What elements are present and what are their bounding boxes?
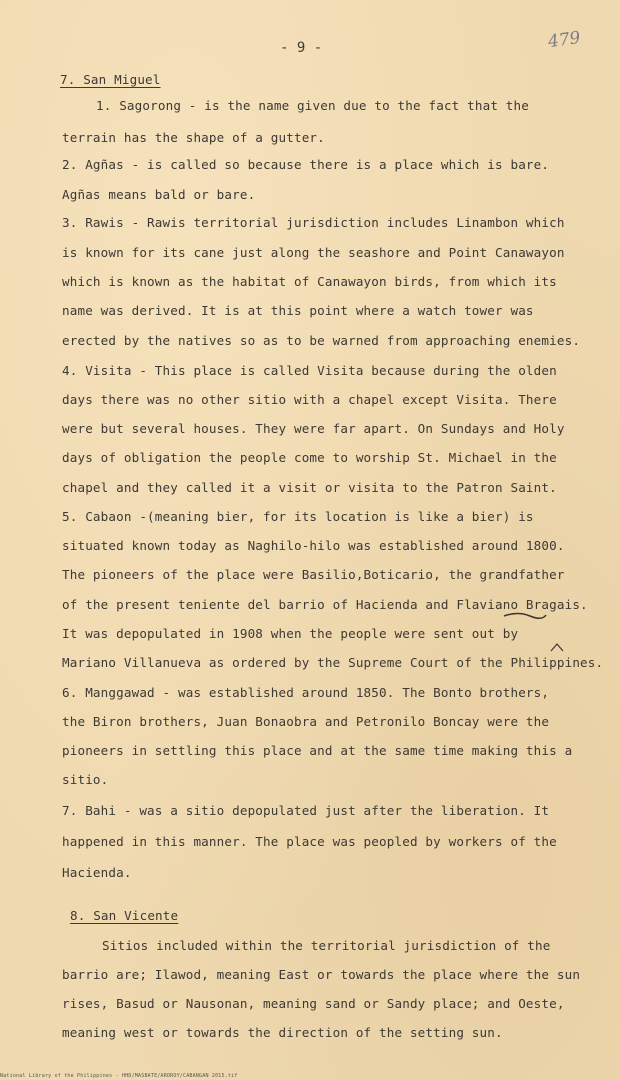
text-line: were but several houses. They were far apart. On Sundays and Holy	[62, 421, 565, 436]
text-line: It was depopulated in 1908 when the people were sent out by	[62, 626, 519, 641]
text-line: Hacienda.	[62, 865, 132, 880]
text-line: happened in this manner. The place was peopled by workers of the	[62, 834, 557, 849]
text-line: 4. Visita - This place is called Visita because during the olden	[62, 363, 557, 378]
text-line: days of obligation the people come to worship St. Michael in the	[62, 450, 557, 465]
text-line: which is known as the habitat of Canawayon birds, from which its	[62, 274, 557, 289]
text-line: chapel and they called it a visit or visita to the Patron Saint.	[62, 480, 557, 495]
handwritten-page-number: 479	[546, 27, 582, 53]
text-line: barrio are; Ilawod, meaning East or towards the place where the sun	[62, 967, 581, 982]
text-line: Mariano Villanueva as ordered by the Supreme Court of the Philippines.	[62, 655, 604, 670]
text-line: terrain has the shape of a gutter.	[62, 130, 325, 145]
text-line: 3. Rawis - Rawis territorial jurisdiction includes Linambon which	[62, 215, 565, 230]
text-line: of the present teniente del barrio of Hacienda and Flaviano Bragais.	[62, 597, 588, 612]
text-line: 6. Manggawad - was established around 1850. The Bonto brothers,	[62, 685, 550, 700]
text-line: 1. Sagorong - is the name given due to the fact that the	[96, 98, 529, 113]
text-line: the Biron brothers, Juan Bonaobra and Petronilo Boncay were the	[62, 714, 550, 729]
text-line: erected by the natives so as to be warned from approaching enemies.	[62, 333, 581, 348]
footer-source: National Library of the Philippines - HHD/MASBATE/AROROY/CABANGAN 2015.tif	[0, 1073, 238, 1079]
text-line: days there was no other sitio with a chapel except Visita. There	[62, 392, 557, 407]
underline-mark	[500, 610, 550, 622]
section-heading-san-vicente: 8. San Vicente	[70, 908, 179, 923]
text-line: sitio.	[62, 772, 109, 787]
text-line: 5. Cabaon -(meaning bier, for its location is like a bier) is	[62, 509, 534, 524]
page-number: - 9 -	[280, 40, 323, 56]
caret-mark	[548, 642, 568, 654]
text-line: Sitios included within the territorial jurisdiction of the	[102, 938, 551, 953]
text-line: situated known today as Naghilo-hilo was established around 1800.	[62, 538, 565, 553]
text-line: name was derived. It is at this point where a watch tower was	[62, 303, 534, 318]
text-line: 2. Agñas - is called so because there is a place which is bare.	[62, 157, 550, 172]
text-line: meaning west or towards the direction of the setting sun.	[62, 1025, 503, 1040]
text-line: rises, Basud or Nausonan, meaning sand or Sandy place; and Oeste,	[62, 996, 565, 1011]
text-line: Agñas means bald or bare.	[62, 187, 256, 202]
text-line: 7. Bahi - was a sitio depopulated just after the liberation. It	[62, 803, 550, 818]
section-heading-san-miguel: 7. San Miguel	[60, 72, 161, 87]
text-line: pioneers in settling this place and at the same time making this a	[62, 743, 573, 758]
text-line: The pioneers of the place were Basilio,Boticario, the grandfather	[62, 567, 565, 582]
text-line: is known for its cane just along the seashore and Point Canawayon	[62, 245, 565, 260]
